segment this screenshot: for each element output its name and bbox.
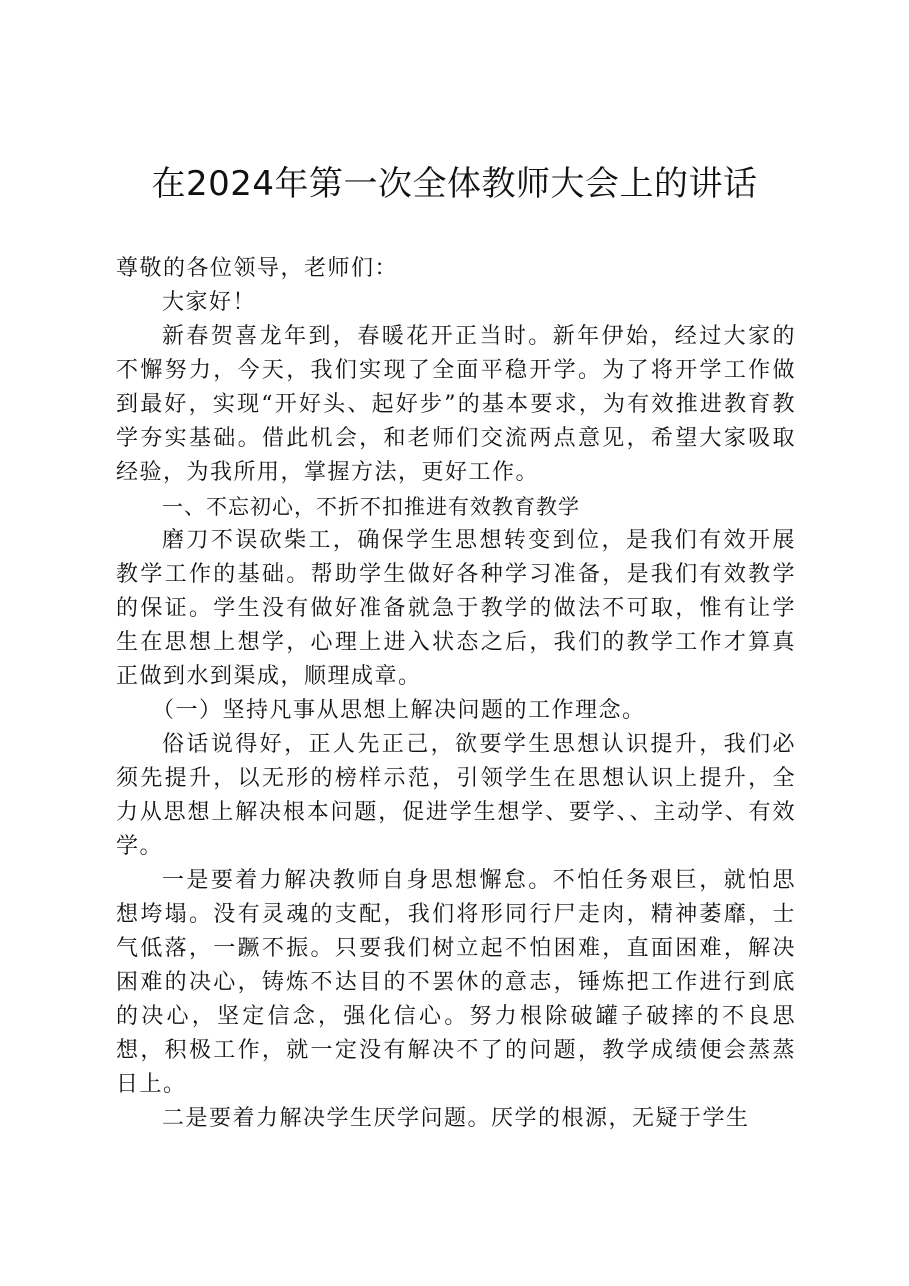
document-title: 在2024年第一次全体教师大会上的讲话 — [151, 164, 758, 204]
greeting: 大家好！ — [162, 290, 257, 315]
subsection-1-paragraph: 俗话说得好，正人先正己，欲要学生思想认识提升，我们必须先提升，以无形的榜样示范，引领学生在思想认识上提升，全力从思想上解决根本问题，促进学生想学、要学、、主动学、有效学。 — [116, 732, 796, 859]
point-2-paragraph: 二是要着力解决学生厌学问题。厌学的根源，无疑于学生 — [162, 1106, 750, 1131]
section-heading-1: 一、不忘初心，不折不扣推进有效教育教学 — [162, 495, 580, 519]
point-1-paragraph: 一是要着力解决教师自身思想懈怠。不怕任务艰巨，就怕思想垮塌。没有灵魂的支配，我们将形同行尸走肉，精神萎靡，士气低落，一蹶不振。只要我们树立起不怕困难，直面困难，解决困难的决心，铸炼不达目的不罢休的意志，锤炼把工作进行到底的决心，坚定信念，强化信心。努力根除破罐子破摔的不良思想，积极工作，就一定没有解决不了的问题，教学成绩便会蒸蒸日上。 — [116, 868, 796, 1097]
subsection-heading-1: （一）坚持凡事从思想上解决问题的工作理念。 — [152, 698, 646, 723]
intro-paragraph: 新春贺喜龙年到，春暖花开正当时。新年伊始，经过大家的不懈努力，今天，我们实现了全面平稳开学。为了将开学工作做到最好，实现“开好头、起好步”的基本要求，为有效推进教育教学夯实基础。借此机会，和老师们交流两点意见，希望大家吸取经验，为我所用，掌握方法，更好工作。 — [116, 324, 796, 485]
document-body — [116, 252, 796, 1136]
salutation: 尊敬的各位领导，老师们： — [116, 256, 399, 281]
section-1-paragraph: 磨刀不误砍柴工，确保学生思想转变到位，是我们有效开展教学工作的基础。帮助学生做好各种学习准备，是我们有效教学的保证。学生没有做好准备就急于教学的做法不可取，惟有让学生在思想上想学，心理上进入状态之后，我们的教学工作才算真正做到水到渠成，顺理成章。 — [116, 528, 796, 689]
